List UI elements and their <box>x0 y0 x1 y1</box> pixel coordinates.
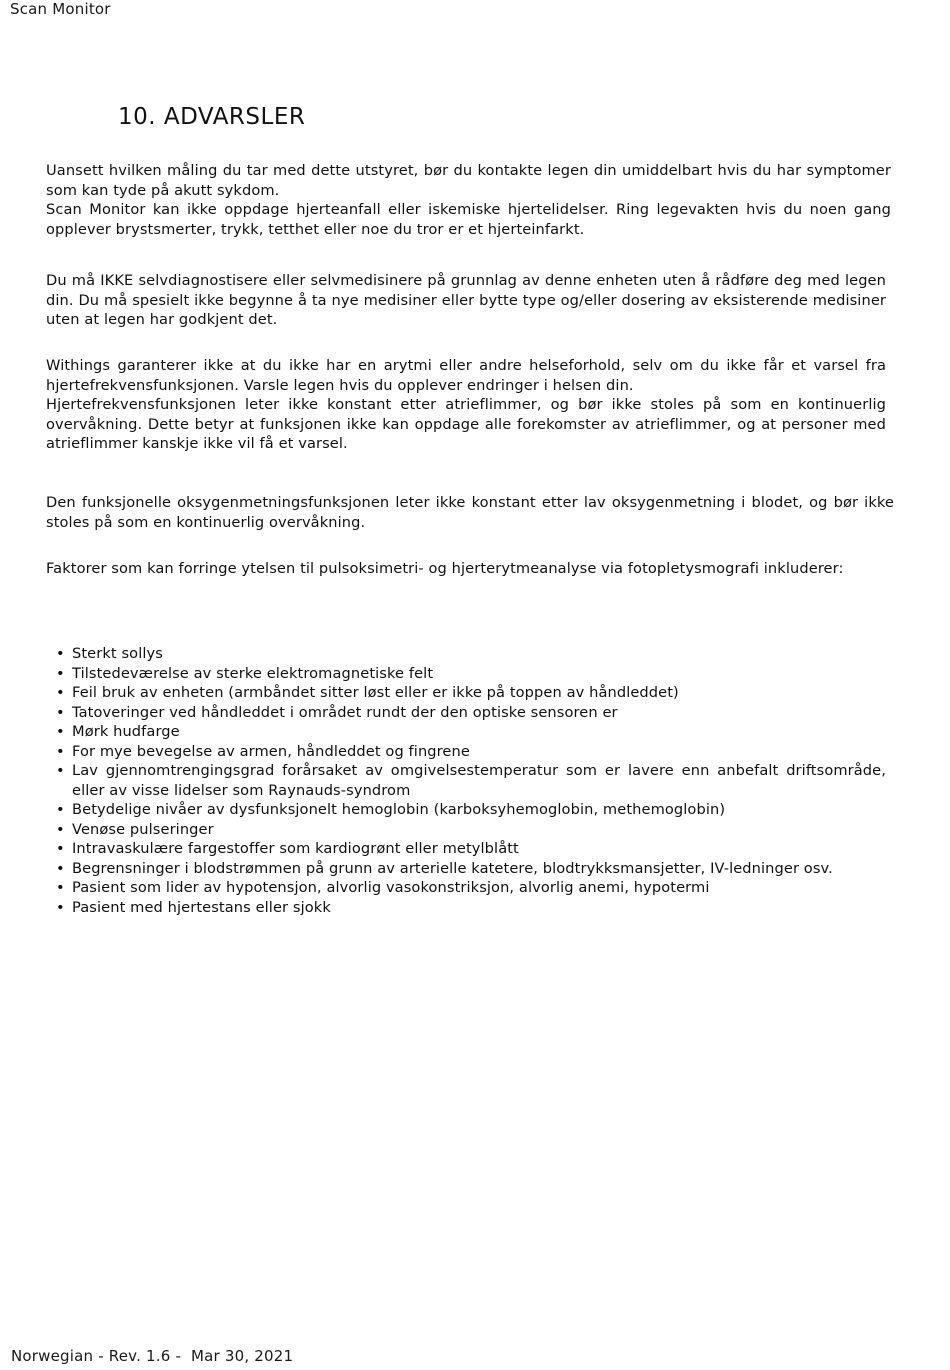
list-item <box>56 683 886 703</box>
list-item-text: Tilstedeværelse av sterke elektromagnetiske felt <box>72 664 434 682</box>
list-item-text: Pasient med hjertestans eller sjokk <box>72 898 331 916</box>
list-item-text: Tatoveringer ved håndleddet i området rundt der den optiske sensoren er <box>72 703 618 721</box>
list-item <box>56 722 886 742</box>
bullet-icon: • <box>56 898 65 916</box>
list-item-text: Intravaskulære fargestoffer som kardiogrønt eller metylblått <box>72 840 519 857</box>
list-item <box>56 644 886 664</box>
paragraph-acute-illness: Uansett hvilken måling du tar med dette utstyret, bør du kontakte legen din umiddelbart hvis du har symptomer som kan tyde på akutt sykdom. <box>46 162 891 199</box>
bullet-icon: • <box>56 801 65 818</box>
bullet-icon: • <box>56 859 65 877</box>
paragraph-self-diagnosis: Du må IKKE selvdiagnostisere eller selvmedisinere på grunnlag av denne enheten uten å rådføre deg med legen din. Du må spesielt ikke begynne å ta nye medisiner eller bytte type og/eller dosering av eksisterende medisiner uten at legen har godkjent det. <box>46 272 886 328</box>
list-item <box>56 761 886 800</box>
bullet-icon: • <box>56 762 65 779</box>
list-item <box>56 839 886 859</box>
bullet-icon: • <box>56 742 65 760</box>
list-item-text: For mye bevegelse av armen, håndleddet og fingrene <box>72 742 470 760</box>
bullet-icon: • <box>56 703 65 721</box>
list-item-text: Pasient som lider av hypotensjon, alvorlig vasokonstriksjon, alvorlig anemi, hypotermi <box>72 879 710 896</box>
list-item-text: Venøse pulseringer <box>72 820 214 838</box>
paragraph-heart-rate-monitoring: Hjertefrekvensfunksjonen leter ikke konstant etter atrieflimmer, og bør ikke stoles på som en kontinuerlig overvåkning. Dette betyr at funksjonen ikke kan oppdage alle forekomster av atrieflimmer, og at personer med atrieflimmer kanskje ikke vil få et varsel. <box>46 396 886 452</box>
bullet-icon: • <box>56 664 65 682</box>
bullet-icon: • <box>56 879 65 896</box>
list-item <box>56 820 886 840</box>
bullet-icon: • <box>56 645 65 662</box>
bullet-icon: • <box>56 723 65 740</box>
paragraph-factors-intro: Faktorer som kan forringe ytelsen til pulsoksimetri- og hjerterytmeanalyse via fotopletysmografi inkluderer: <box>46 560 844 577</box>
list-item <box>56 800 886 820</box>
list-item-text: Mørk hudfarge <box>72 723 180 740</box>
list-item <box>56 742 886 762</box>
bullet-icon: • <box>56 684 65 701</box>
paragraph-heart-attack: Scan Monitor kan ikke oppdage hjerteanfall eller iskemiske hjertelidelser. Ring legevakten hvis du noen gang opplever brystsmerter, trykk, tetthet eller noe du tror er et hjerteinfarkt. <box>46 201 891 238</box>
list-item-text: Sterkt sollys <box>72 645 163 662</box>
document-footer: Norwegian - Rev. 1.6 - Mar 30, 2021 <box>11 1347 294 1365</box>
list-item <box>56 703 886 723</box>
section-heading: 10. ADVARSLER <box>118 104 306 130</box>
bullet-icon: • <box>56 840 65 857</box>
list-item <box>56 878 886 898</box>
bullet-icon: • <box>56 820 65 838</box>
list-item-text: Feil bruk av enheten (armbåndet sitter løst eller er ikke på toppen av håndleddet) <box>72 684 679 701</box>
list-item-text: Betydelige nivåer av dysfunksjonelt hemoglobin (karboksyhemoglobin, methemoglobin) <box>72 801 726 818</box>
paragraph-arrhythmia-guarantee: Withings garanterer ikke at du ikke har en arytmi eller andre helseforhold, selv om du ikke får et varsel fra hjertefrekvensfunksjonen. Varsle legen hvis du opplever endringer i helsen din. <box>46 357 886 394</box>
list-item <box>56 898 886 918</box>
document-header-title: Scan Monitor <box>10 0 111 18</box>
list-item-text: Begrensninger i blodstrømmen på grunn av arterielle katetere, blodtrykksmansjetter, IV-ledninger osv. <box>72 859 833 877</box>
paragraph-oxygen-saturation: Den funksjonelle oksygenmetningsfunksjonen leter ikke konstant etter lav oksygenmetning i blodet, og bør ikke stoles på som en kontinuerlig overvåkning. <box>46 494 894 531</box>
factors-list <box>56 644 886 917</box>
list-item-text: Lav gjennomtrengingsgrad forårsaket av omgivelsestemperatur som er lavere enn anbefalt driftsområde, eller av visse lidelser som Raynauds-syndrom <box>72 762 886 799</box>
list-item <box>56 664 886 684</box>
list-item <box>56 859 886 879</box>
